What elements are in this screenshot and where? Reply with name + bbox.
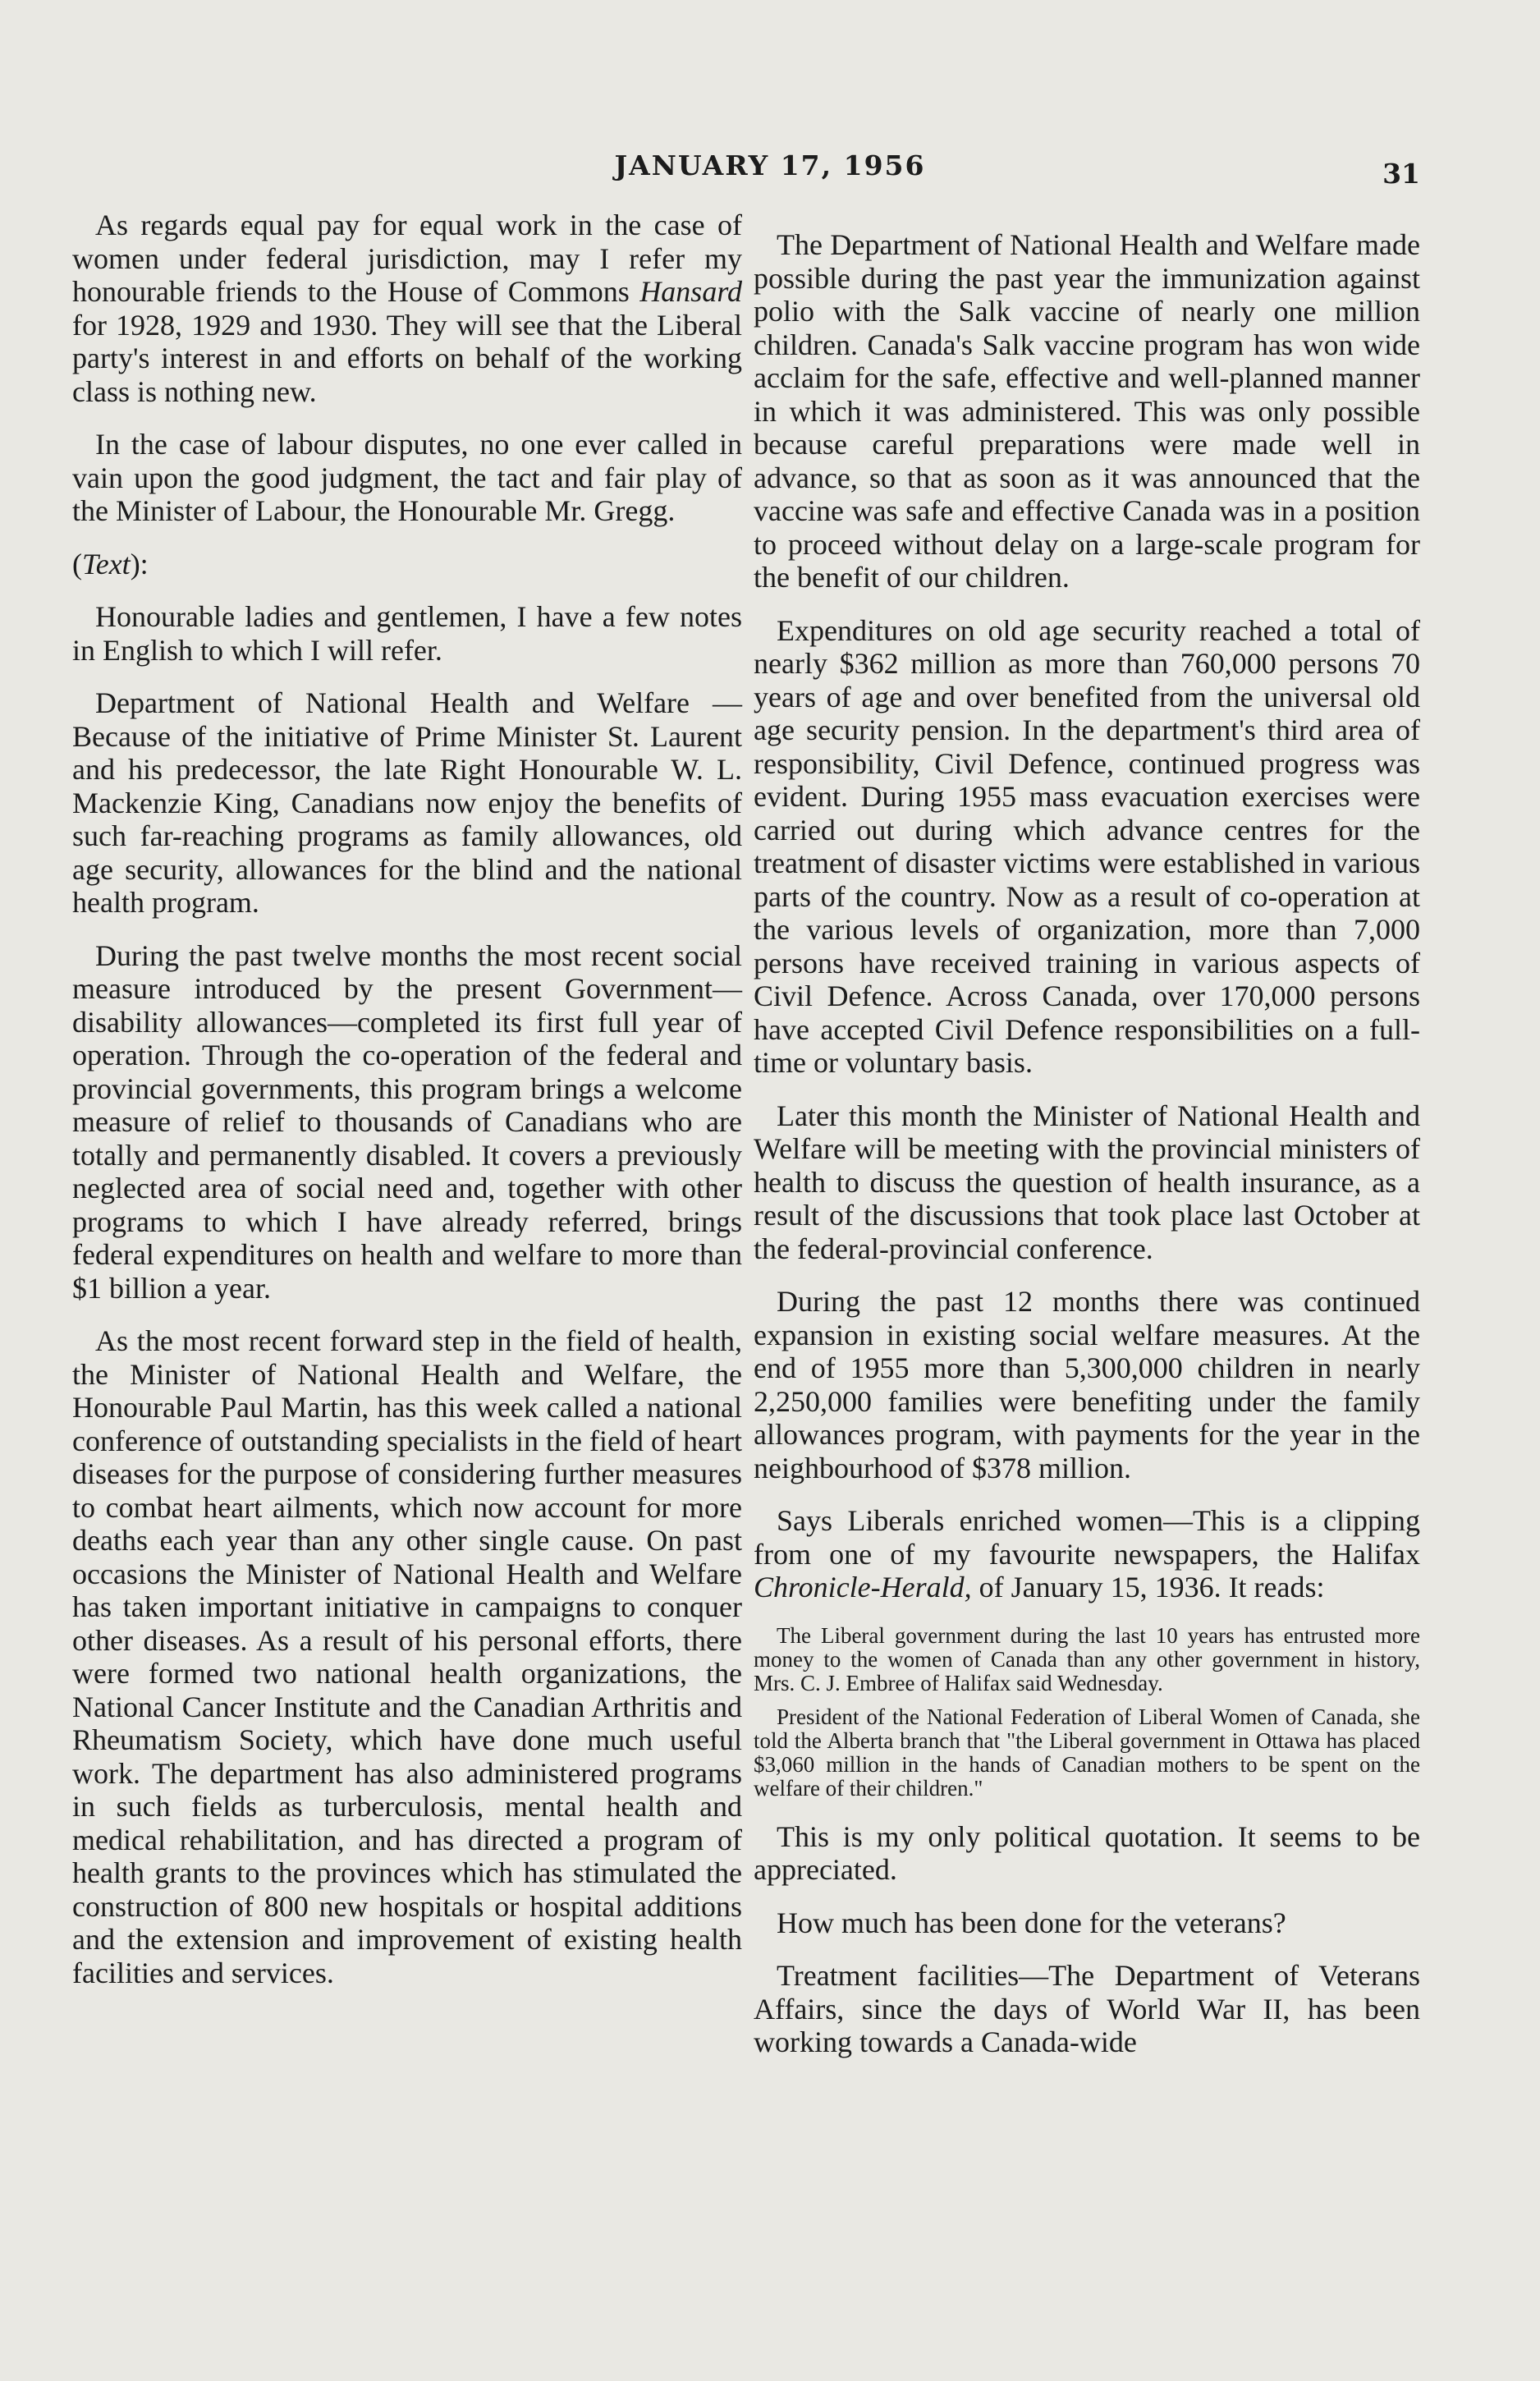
paragraph-salk-vaccine: The Department of National Health and Welfare made possible during the past year the immunization against polio with the Salk vaccine of nearly one million children. Canada's Salk vaccine program has won wide acclaim for the safe, effective and well-planned manner in which it was administered. This was only possible because careful preparations were made well in advance, so that as soon as it was announced that the vaccine was safe and effective Canada was in a position to proceed without delay on a large-scale program for the benefit of our children. bbox=[754, 228, 1420, 594]
paragraph-veterans-question: How much has been done for the veterans? bbox=[777, 1906, 1286, 1939]
paren-open: ( bbox=[72, 547, 82, 580]
paragraph-text: of January 15, 1936. It reads: bbox=[971, 1571, 1325, 1603]
paragraph-disability-allowances: During the past twelve months the most recent social measure introduced by the present Government—disability allowances—completed its first full year of operation. Through the co-operation of the federal and provincial governments, this program brings a welcome measure of relief to thousands of Canadians who are totally and permanently disabled. It covers a previously neglected area of social need and, together with other programs to which I have already referred, brings federal expenditures on health and welfare to more than $1 billion a year. bbox=[72, 938, 742, 1305]
paragraph-old-age-security: Expenditures on old age security reached a total of nearly $362 million as more than 760,000 persons 70 years of age and over benefited from the universal old age security pension. In the department's third area of responsibility, Civil Defence, continued progress was evident. During 1955 mass evacuation exercises were carried out during which advance centres for the treatment of disaster victims were established in various parts of the country. Now as a result of co-operation at the various levels of organization, more than 7,000 persons have received training in various aspects of Civil Defence. Across Canada, over 170,000 persons have accepted Civil Defence responsibilities on a full-time or voluntary basis. bbox=[754, 613, 1420, 1079]
paragraph-labour-disputes: In the case of labour disputes, no one ever called in vain upon the good judgment, the tact and fair play of the Minister of Labour, the Honourable Mr. Gregg. bbox=[72, 428, 742, 527]
paragraph-health-welfare: Department of National Health and Welfare —Because of the initiative of Prime Minister St. Laurent and his predecessor, the late Right Honourable W. L. Mackenzie King, Canadians now enjoy the benefits of such far-reaching programs as family allowances, old age security, allowances for the blind and the national health program. bbox=[72, 686, 742, 919]
paragraph-english-notes: Honourable ladies and gentlemen, I have a few notes in English to which I will refer. bbox=[72, 600, 742, 667]
text-italic: Text bbox=[82, 547, 131, 580]
paragraph-text: As regards equal pay for equal work in the case of women under federal jurisdiction, may I refer my honourable friends to the House of Commons bbox=[72, 209, 742, 308]
paragraph-text: Says Liberals enriched women—This is a clipping from one of my favourite newspapers, the Halifax bbox=[754, 1504, 1420, 1571]
newspaper-name-italic: Chronicle-Herald, bbox=[754, 1571, 972, 1603]
paragraph-treatment-facilities: Treatment facilities—The Department of Veterans Affairs, since the days of World War II, has been working towards a Canada-wide bbox=[754, 1959, 1420, 2058]
page-header-date: JANUARY 17, 1956 bbox=[614, 149, 926, 181]
paragraph-clipping-intro bbox=[754, 1504, 1420, 1604]
left-column bbox=[72, 209, 742, 1989]
paragraph-health-insurance: Later this month the Minister of National Health and Welfare will be meeting with the provincial ministers of health to discuss the question of health insurance, as a result of the discussions that took place last October at the federal-provincial conference. bbox=[754, 1099, 1420, 1265]
quotation-1: The Liberal government during the last 10 years has entrusted more money to the women of Canada than any other government in history, Mrs. C. J. Embree of Halifax said Wednesday. bbox=[754, 1622, 1420, 1695]
paragraph-text: for 1928, 1929 and 1930. They will see that the Liberal party's interest in and efforts on behalf of the working class is nothing new. bbox=[72, 308, 742, 408]
paragraph-social-welfare: During the past 12 months there was continued expansion in existing social welfare measures. At the end of 1955 more than 5,300,000 children in nearly 2,250,000 families were benefiting under the family allowances program, with payments for the year in the neighbourhood of $378 million. bbox=[754, 1285, 1420, 1484]
paren-close: ): bbox=[130, 547, 149, 580]
hansard-italic: Hansard bbox=[639, 275, 742, 308]
quotation-2: President of the National Federation of Liberal Women of Canada, she told the Alberta branch that "the Liberal government in Ottawa has placed $3,060 million in the hands of Canadian mothers to be spent on the welfare of their children." bbox=[754, 1704, 1420, 1801]
paragraph-political-quotation: This is my only political quotation. It seems to be appreciated. bbox=[754, 1819, 1420, 1886]
page-number: 31 bbox=[1382, 158, 1420, 190]
text-marker bbox=[72, 548, 742, 581]
paragraph-equal-pay bbox=[72, 209, 742, 408]
paragraph-heart-conference: As the most recent forward step in the field of health, the Minister of National Health and Welfare, the Honourable Paul Martin, has this week called a national conference of outstanding specialists in the field of heart diseases for the purpose of considering further measures to combat heart ailments, which now account for more deaths each year than any other single cause. On past occasions the Minister of National Health and Welfare has taken important initiative in campaigns to conquer other diseases. As a result of his personal efforts, there were formed two national health organizations, the National Cancer Institute and the Canadian Arthritis and Rheumatism Society, which have done much useful work. The department has also administered programs in such fields as turberculosis, mental health and medical rehabilitation, and has directed a program of health grants to the provinces which has stimulated the construction of 800 new hospitals or hospital additions and the extension and improvement of existing health facilities and services. bbox=[72, 1324, 742, 1989]
right-column bbox=[754, 228, 1420, 2059]
